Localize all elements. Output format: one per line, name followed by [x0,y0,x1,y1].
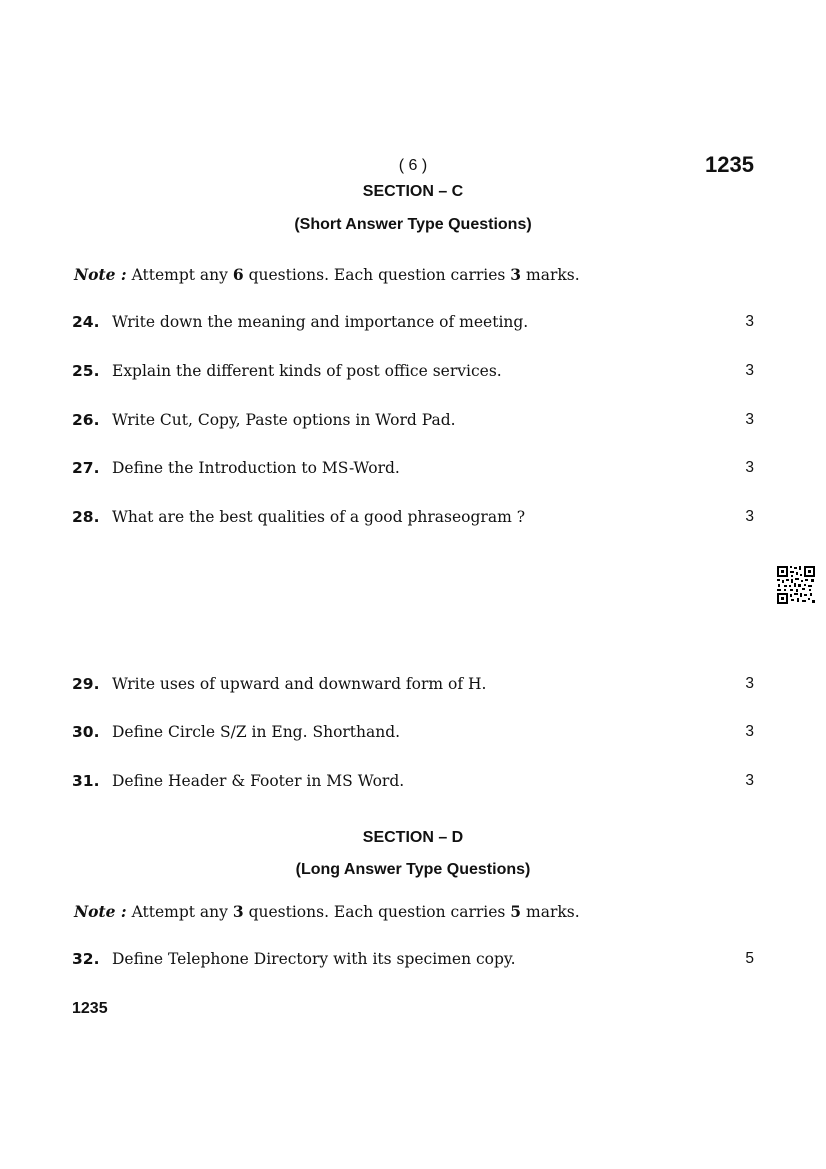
question-number: 26. [72,411,100,429]
question-number: 30. [72,723,100,741]
question-marks: 3 [745,459,754,476]
note-text-pre: Attempt any [131,266,228,284]
question-number: 32. [72,950,100,968]
question-text: Define Circle S/Z in Eng. Shorthand. [112,723,401,741]
question-text: Define the Introduction to MS-Word. [112,459,400,477]
question-row [0,508,826,530]
section-c-note [74,265,580,284]
question-text: Write Cut, Copy, Paste options in Word Pad. [112,411,456,429]
question-marks: 3 [745,313,754,330]
note-label: Note : [74,902,127,921]
note-text-post: marks. [526,266,580,284]
note-text-post: marks. [526,903,580,921]
question-row [0,411,826,433]
section-d-title: SECTION – D [362,829,464,846]
question-row [0,313,826,335]
note-text-mid: questions. Each question carries [248,903,506,921]
question-number: 31. [72,772,100,790]
note-marks-each: 5 [510,902,522,921]
qr-code-icon [776,565,816,605]
question-marks: 3 [745,508,754,525]
question-number: 24. [72,313,100,331]
section-c-title: SECTION – C [362,183,464,200]
note-text-pre: Attempt any [131,903,228,921]
note-question-count: 6 [232,265,244,284]
page-number: ( 6 ) [398,157,428,174]
paper-code-footer: 1235 [72,1000,108,1017]
note-text-mid: questions. Each question carries [248,266,506,284]
question-text: What are the best qualities of a good phraseogram ? [112,508,525,526]
question-text: Explain the different kinds of post office services. [112,362,502,380]
question-number: 28. [72,508,100,526]
note-label: Note : [74,265,127,284]
question-number: 25. [72,362,100,380]
question-row [0,772,826,794]
question-row [0,950,826,972]
question-marks: 3 [745,723,754,740]
question-number: 27. [72,459,100,477]
question-text: Write down the meaning and importance of meeting. [112,313,529,331]
section-c-subtitle: (Short Answer Type Questions) [294,216,532,233]
paper-code-header: 1235 [705,152,754,177]
question-marks: 3 [745,675,754,692]
question-row [0,723,826,745]
question-text: Define Telephone Directory with its specimen copy. [112,950,516,968]
section-d-subtitle: (Long Answer Type Questions) [295,861,531,878]
note-question-count: 3 [232,902,244,921]
question-marks: 3 [745,362,754,379]
note-marks-each: 3 [510,265,522,284]
question-row [0,675,826,697]
question-marks: 5 [745,950,754,967]
question-row [0,362,826,384]
section-d-note [74,902,580,921]
question-row [0,459,826,481]
question-number: 29. [72,675,100,693]
question-marks: 3 [745,411,754,428]
question-marks: 3 [745,772,754,789]
question-text: Write uses of upward and downward form of H. [112,675,487,693]
question-text: Define Header & Footer in MS Word. [112,772,405,790]
